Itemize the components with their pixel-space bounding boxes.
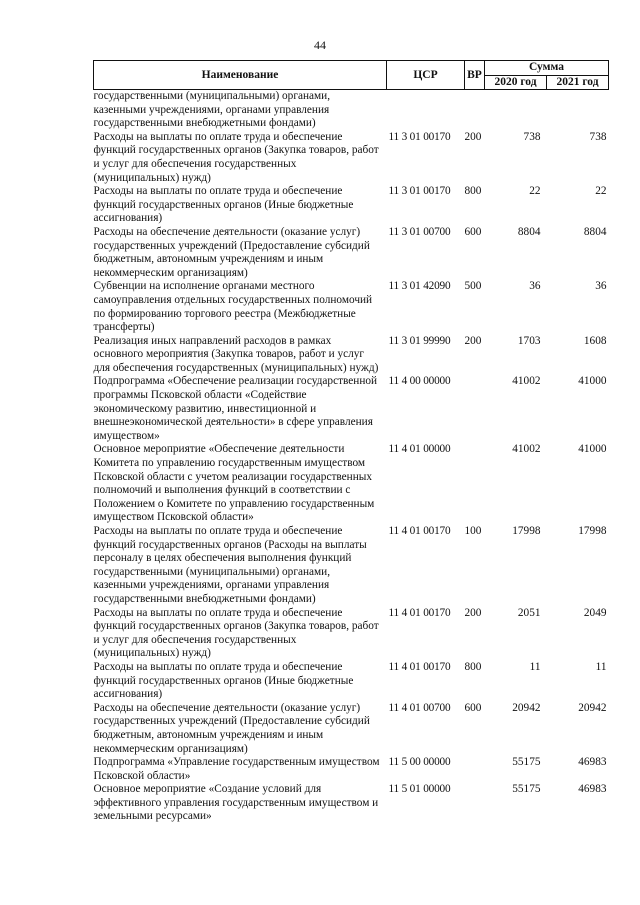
header-name: Наименование: [94, 61, 387, 90]
row-vr-cell: [465, 375, 485, 443]
row-amount-2020-cell: 55175: [512, 756, 541, 769]
row-csr-cell: 11 3 01 00700: [388, 225, 451, 238]
row-vr-cell: 800: [464, 660, 482, 673]
row-csr-cell: 11 4 01 00000: [388, 443, 451, 456]
row-amount-2021-cell: [547, 90, 609, 131]
table-row: [94, 607, 609, 661]
row-name-cell: Расходы на выплаты по оплате труда и обеспечение функций государственных органов (Иные бюджетные ассигнования): [93, 185, 354, 225]
row-name-cell: Расходы на выплаты по оплате труда и обеспечение функций государственных органов (Расходы на выплаты персоналу в целях обеспечения выполнения функций государственными (муниципальными) органами, казенными учреждениями, органами управления государственными внебюджетными фондами): [93, 525, 367, 605]
row-vr-cell: [465, 756, 485, 783]
row-name-cell: Расходы на выплаты по оплате труда и обеспечение функций государственных органов (Закупка товаров, работ и услуг для обеспечения государственных (муниципальных) нужд): [93, 606, 379, 660]
row-csr-cell: 11 4 01 00170: [388, 660, 451, 673]
row-amount-2020-cell: 8804: [517, 225, 541, 238]
header-sum: Сумма: [485, 61, 609, 76]
row-name-cell: Подпрограмма «Обеспечение реализации государственной программы Псковской области «Содействие экономическому развитию, инвестиционной и внешнеэкономической деятельности» в сфере управления имуществом»: [93, 375, 378, 442]
row-vr-cell: 200: [464, 130, 482, 143]
row-amount-2020-cell: 55175: [512, 783, 541, 796]
row-amount-2021-cell: 1608: [583, 334, 607, 347]
row-name-cell: Реализация иных направлений расходов в рамках основного мероприятия (Закупка товаров, работ и услуг для обеспечения государственных (муниципальных) нужд): [93, 334, 379, 374]
row-csr-cell: 11 4 00 00000: [388, 375, 451, 388]
row-amount-2021-cell: 738: [589, 130, 607, 143]
row-amount-2021-cell: 46983: [578, 783, 607, 796]
table-body: [94, 90, 609, 825]
table-row: [94, 443, 609, 525]
table-row: [94, 756, 609, 783]
row-vr-cell: 200: [464, 334, 482, 347]
row-amount-2021-cell: 2049: [583, 606, 607, 619]
table-row: [94, 525, 609, 607]
row-amount-2020-cell: 36: [529, 280, 541, 293]
row-amount-2021-cell: 17998: [578, 525, 607, 537]
header-vr: ВР: [465, 61, 485, 90]
row-vr-cell: [465, 443, 485, 525]
row-vr-cell: 600: [464, 701, 482, 714]
row-amount-2020-cell: 11: [529, 660, 541, 673]
budget-table: [93, 60, 609, 824]
header-csr: ЦСР: [387, 61, 465, 90]
row-csr-cell: 11 3 01 42090: [388, 280, 451, 293]
table-row: [94, 783, 609, 824]
page-number: 44: [314, 38, 326, 52]
table-row: [94, 185, 609, 226]
header-year-2020: 2020 год: [485, 75, 547, 90]
table-row: [94, 375, 609, 443]
row-csr-cell: 11 5 01 00000: [388, 783, 451, 796]
row-vr-cell: 500: [464, 280, 482, 293]
row-csr-cell: 11 4 01 00700: [388, 701, 451, 714]
row-name-cell: государственными (муниципальными) органами, казенными учреждениями, органами управления государственными внебюджетными фондами): [93, 90, 331, 130]
row-amount-2021-cell: 41000: [578, 443, 607, 456]
table-row: [94, 226, 609, 280]
row-csr-cell: [387, 90, 465, 131]
row-amount-2021-cell: 41000: [578, 375, 607, 388]
row-vr-cell: 600: [464, 225, 482, 238]
row-name-cell: Расходы на обеспечение деятельности (оказание услуг) государственных учреждений (Предоставление субсидий бюджетным, автономным учреждениям и иным некоммерческим организациям): [93, 701, 370, 755]
row-name-cell: Подпрограмма «Управление государственным имуществом Псковской области»: [93, 756, 380, 782]
row-amount-2020-cell: 20942: [512, 701, 541, 714]
row-amount-2021-cell: 11: [595, 660, 607, 673]
row-amount-2020-cell: 17998: [512, 525, 541, 537]
row-vr-cell: 200: [464, 606, 482, 619]
table-header: [94, 61, 609, 90]
row-name-cell: Расходы на обеспечение деятельности (оказание услуг) государственных учреждений (Предоставление субсидий бюджетным, автономным учреждениям и иным некоммерческим организациям): [93, 225, 370, 279]
row-name-cell: Основное мероприятие «Обеспечение деятельности Комитета по управлению государственным имуществом Псковской области с учетом реализации государственных полномочий и выполнения функций в соответствии с Положением о Комитете по управлению государственным имуществом Псковской области»: [93, 443, 375, 524]
table-row: [94, 131, 609, 185]
row-csr-cell: 11 3 01 00170: [388, 130, 451, 143]
row-amount-2021-cell: 22: [595, 185, 607, 198]
row-name-cell: Расходы на выплаты по оплате труда и обеспечение функций государственных органов (Иные бюджетные ассигнования): [93, 660, 354, 701]
row-amount-2020-cell: 41002: [512, 443, 541, 456]
row-amount-2020-cell: 41002: [512, 375, 541, 388]
row-amount-2020-cell: [485, 90, 547, 131]
row-vr-cell: 800: [464, 185, 482, 198]
table-row: [94, 661, 609, 702]
row-csr-cell: 11 5 00 00000: [388, 756, 451, 769]
row-csr-cell: 11 3 01 99990: [388, 334, 451, 347]
row-csr-cell: 11 3 01 00170: [388, 185, 451, 198]
row-amount-2021-cell: 36: [595, 280, 607, 293]
table-row: [94, 90, 609, 131]
row-amount-2021-cell: 8804: [583, 225, 607, 238]
header-year-2021: 2021 год: [547, 75, 609, 90]
row-vr-cell: [465, 90, 485, 131]
row-vr-cell: [465, 783, 485, 824]
row-amount-2021-cell: 20942: [578, 701, 607, 714]
table-row: [94, 702, 609, 756]
row-name-cell: Расходы на выплаты по оплате труда и обеспечение функций государственных органов (Закупка товаров, работ и услуг для обеспечения государственных (муниципальных) нужд): [93, 130, 379, 184]
row-csr-cell: 11 4 01 00170: [388, 525, 451, 537]
row-amount-2021-cell: 46983: [578, 756, 607, 769]
row-vr-cell: 100: [464, 525, 482, 537]
row-name-cell: Субвенции на исполнение органами местного самоуправления отдельных государственных полномочий по формированию торгового реестра (Межбюджетные трансферты): [93, 280, 373, 334]
row-amount-2020-cell: 2051: [517, 606, 541, 619]
row-name-cell: Основное мероприятие «Создание условий для эффективного управления государственным имуществом и земельными ресурсами»: [93, 783, 379, 823]
table-row: [94, 335, 609, 376]
row-csr-cell: 11 4 01 00170: [388, 606, 451, 619]
row-amount-2020-cell: 22: [529, 185, 541, 198]
row-amount-2020-cell: 738: [523, 130, 541, 143]
row-amount-2020-cell: 1703: [517, 334, 541, 347]
table-row: [94, 280, 609, 334]
